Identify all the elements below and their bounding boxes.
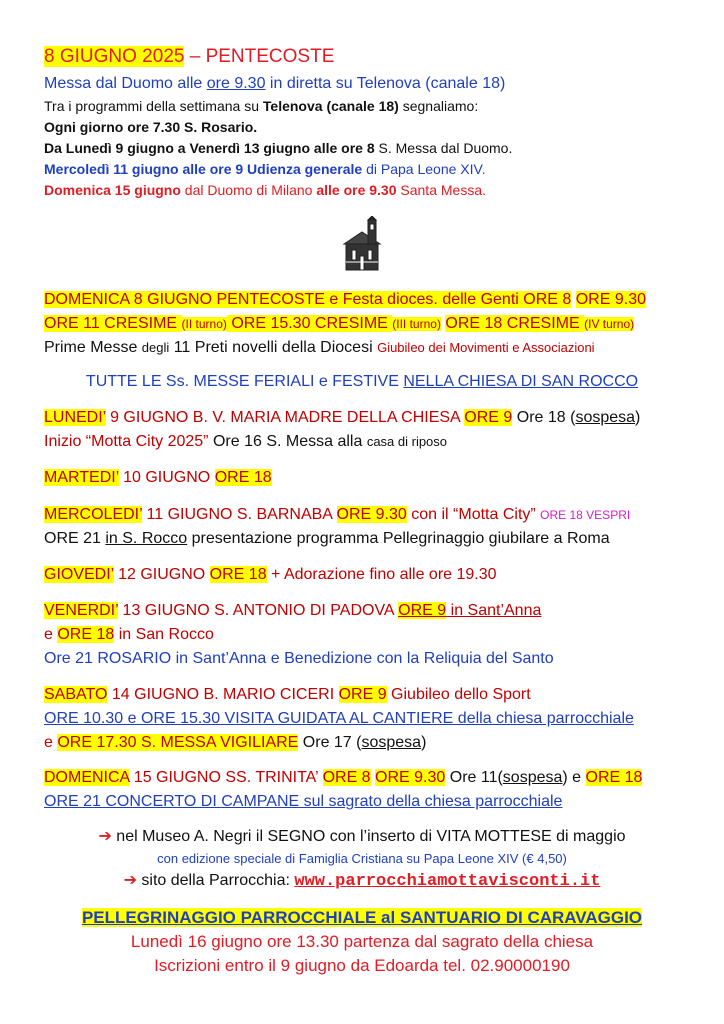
site-line: ➔ sito della Parrocchia: www.parrocchiamottavisconti.it	[123, 872, 601, 891]
museo-line: ➔ nel Museo A. Negri il SEGNO con l’inserto di VITA MOTTESE di maggio	[98, 828, 626, 845]
telenova-mass-line: Messa dal Duomo alle ore 9.30 in diretta su Telenova (canale 18)	[44, 75, 506, 92]
friday-line3: Ore 21 ROSARIO in Sant’Anna e Benedizione con la Reliquia del Santo	[44, 650, 554, 667]
saturday-line1: SABATO 14 GIUGNO B. MARIO CICERI ORE 9 Giubileo dello Sport	[44, 686, 531, 703]
sunday8-line3: Prime Messe degli 11 Preti novelli della Diocesi Giubileo dei Movimenti e Associazioni	[44, 339, 595, 356]
wednesday-line2: ORE 21 in S. Rocco presentazione programma Pellegrinaggio giubilare a Roma	[44, 530, 610, 547]
duomo-mass-line: Da Lunedì 9 giugno a Venerdì 13 giugno alle ore 8 S. Messa dal Duomo.	[44, 140, 513, 156]
page-title: 8 GIUGNO 2025 – PENTECOSTE	[44, 46, 335, 67]
sunday15-line2: ORE 21 CONCERTO DI CAMPANE sul sagrato della chiesa parrocchiale	[44, 793, 563, 810]
wednesday-line1: MERCOLEDI’ 11 GIUGNO S. BARNABA ORE 9.30 con il “Motta City” ORE 18 VESPRI	[44, 506, 631, 523]
saturday-line3: e ORE 17.30 S. MESSA VIGILIARE Ore 17 (sospesa)	[44, 734, 427, 751]
tuesday-line: MARTEDI’ 10 GIUGNO ORE 18	[44, 469, 272, 486]
church-drawing-icon	[342, 216, 382, 272]
friday-line2: e ORE 18 in San Rocco	[44, 626, 214, 643]
monday-line2: Inizio “Motta City 2025” Ore 16 S. Messa alla casa di riposo	[44, 433, 448, 450]
parish-website-link[interactable]: www.parrocchiamottavisconti.it	[294, 872, 601, 891]
monday-line1: LUNEDI’ 9 GIUGNO B. V. MARIA MADRE DELLA CHIESA ORE 9 Ore 18 (sospesa)	[44, 409, 641, 426]
telenova-intro-line: Tra i programmi della settimana su Telenova (canale 18) segnaliamo:	[44, 98, 479, 114]
rosary-line: Ogni giorno ore 7.30 S. Rosario.	[44, 119, 258, 135]
pilgrimage-registration: Iscrizioni entro il 9 giugno da Edoarda tel. 02.90000190	[154, 956, 570, 975]
right-arrow-icon: ➔	[123, 872, 137, 889]
masses-location-notice: TUTTE LE Ss. MESSE FERIALI e FESTIVE NELLA CHIESA DI SAN ROCCO	[85, 373, 639, 390]
pilgrimage-departure: Lunedì 16 giugno ore 13.30 partenza dal sagrato della chiesa	[130, 932, 594, 951]
sunday15-tv-line: Domenica 15 giugno dal Duomo di Milano alle ore 9.30 Santa Messa.	[44, 182, 486, 198]
saturday-line2: ORE 10.30 e ORE 15.30 VISITA GUIDATA AL CANTIERE della chiesa parrocchiale	[44, 710, 634, 727]
pilgrimage-title: PELLEGRINAGGIO PARROCCHIALE al SANTUARIO DI CARAVAGGIO	[81, 908, 643, 927]
right-arrow-icon: ➔	[98, 828, 112, 845]
sunday15-line1: DOMENICA 15 GIUGNO SS. TRINITA’ ORE 8 ORE 9.30 Ore 11(sospesa) e ORE 18	[44, 769, 643, 786]
edition-line: con edizione speciale di Famiglia Cristiana su Papa Leone XIV (€ 4,50)	[157, 851, 567, 866]
friday-line1: VENERDI’ 13 GIUGNO S. ANTONIO DI PADOVA ORE 9 in Sant’Anna	[44, 602, 542, 619]
audience-line: Mercoledì 11 giugno alle ore 9 Udienza generale di Papa Leone XIV.	[44, 161, 486, 177]
sunday8-line2: ORE 11 CRESIME (II turno) ORE 15.30 CRESIME (III turno) ORE 18 CRESIME (IV turno)	[44, 315, 635, 332]
sunday8-line1: DOMENICA 8 GIUGNO PENTECOSTE e Festa dioces. delle Genti ORE 8 ORE 9.30	[44, 291, 646, 308]
thursday-line: GIOVEDI’ 12 GIUGNO ORE 18 + Adorazione fino alle ore 19.30	[44, 566, 497, 583]
